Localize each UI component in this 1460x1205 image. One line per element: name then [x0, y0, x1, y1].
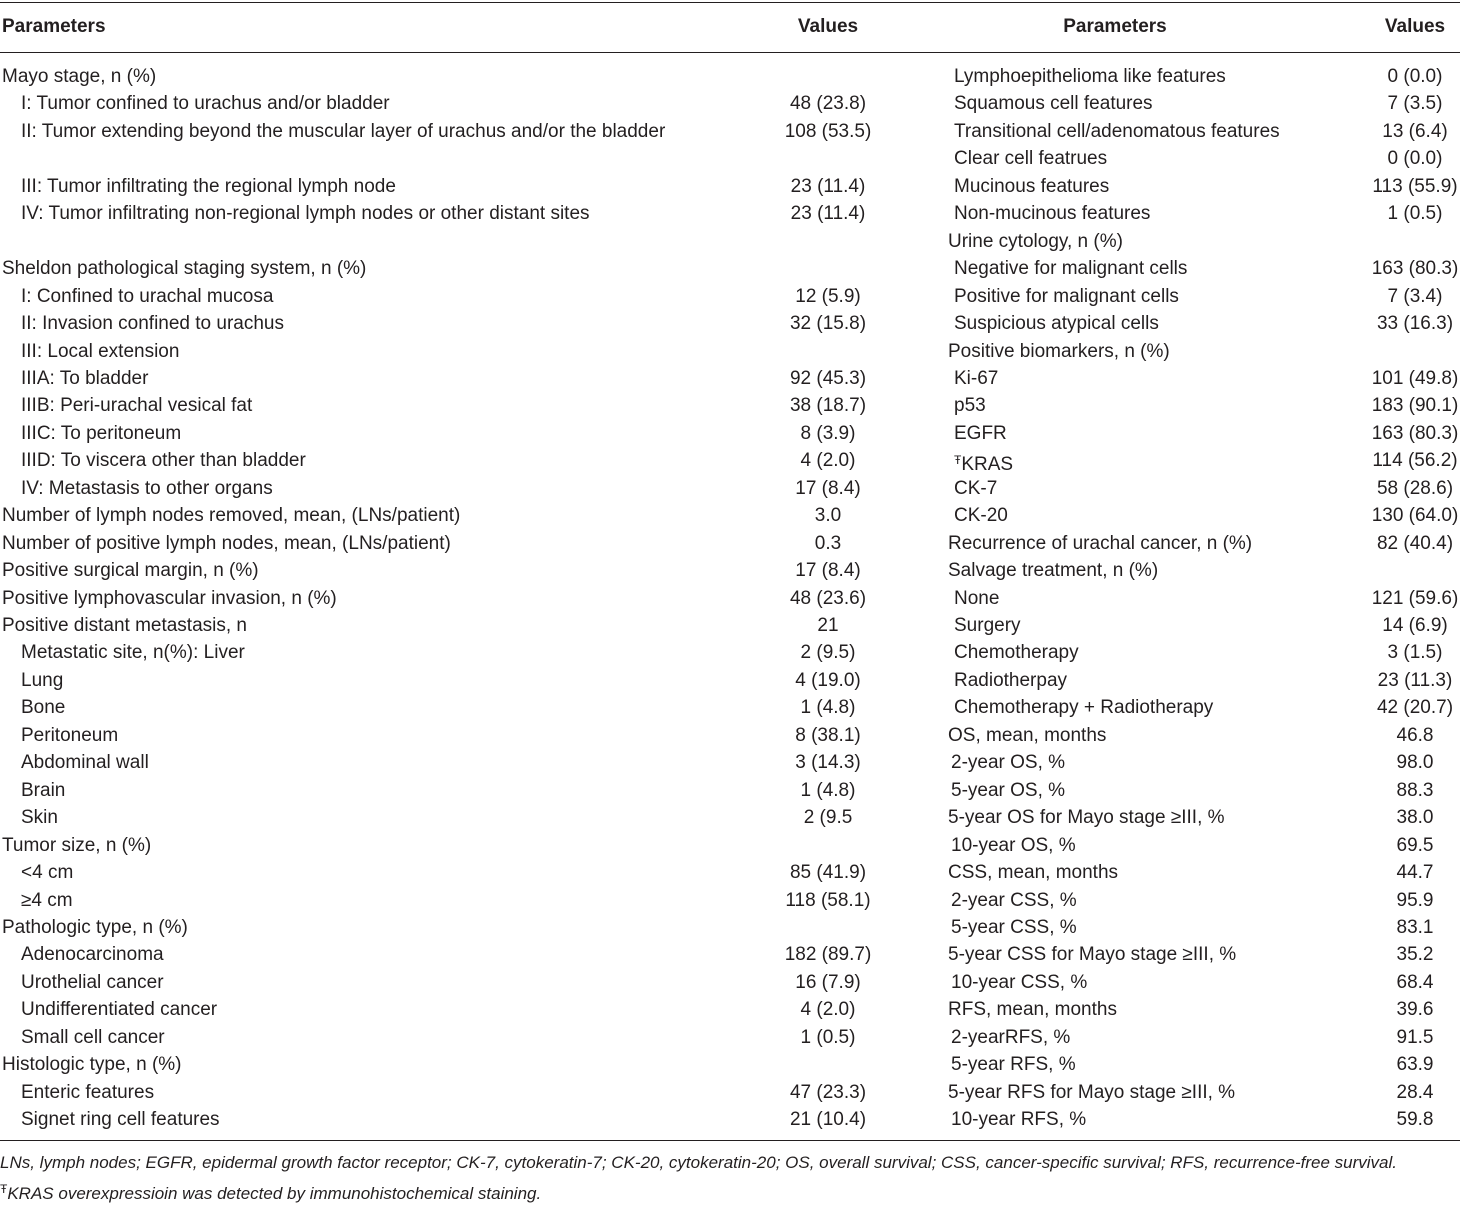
right-parameter-cell [948, 969, 1087, 996]
right-parameter-text: OS, mean, months [948, 724, 1107, 746]
left-parameter-cell: Lung [21, 669, 64, 691]
right-parameter-cell [948, 832, 1076, 859]
left-parameter-cell: Sheldon pathological staging system, n (%) [2, 258, 367, 280]
table-row [0, 777, 1460, 804]
left-parameter-cell: Adenocarcinoma [21, 944, 164, 966]
table-row [0, 145, 1460, 172]
right-value-cell: 163 (80.3) [1371, 258, 1459, 280]
table-row [0, 1106, 1460, 1133]
left-parameter-cell: IIIA: To bladder [21, 367, 149, 389]
right-value-cell: 63.9 [1396, 1054, 1434, 1076]
right-parameter-cell [948, 996, 1117, 1023]
left-value-cell: 2 (9.5) [800, 642, 856, 664]
right-parameter-cell [948, 722, 1106, 749]
table-row [0, 914, 1460, 941]
left-value-cell: 48 (23.6) [789, 587, 867, 609]
right-parameter-text: None [954, 587, 1000, 609]
left-value-cell: 23 (11.4) [790, 175, 866, 197]
left-value-cell: 12 (5.9) [795, 285, 861, 307]
table-row [0, 612, 1460, 639]
left-parameter-cell: Signet ring cell features [21, 1109, 220, 1131]
right-value-cell: 88.3 [1396, 779, 1434, 801]
right-value-cell: 83.1 [1396, 916, 1434, 938]
left-value-cell: 182 (89.7) [784, 944, 872, 966]
right-value-cell: 95.9 [1396, 889, 1434, 911]
table-row [0, 447, 1460, 474]
table-row [0, 969, 1460, 996]
header-left-parameters: Parameters [2, 16, 106, 37]
table-row [0, 475, 1460, 502]
right-value-cell: 1 (0.5) [1387, 203, 1443, 225]
table-row [0, 118, 1460, 145]
left-parameter-cell: Metastatic site, n(%): Liver [21, 642, 245, 664]
left-parameter-cell: I: Tumor confined to urachus and/or bladder [21, 93, 390, 115]
right-parameter-cell [948, 777, 1065, 804]
right-parameter-text: p53 [954, 395, 986, 417]
right-value-cell: 114 (56.2) [1372, 450, 1458, 472]
right-parameter-cell [948, 365, 998, 392]
left-value-cell: 17 (8.4) [795, 477, 861, 499]
table-row [0, 502, 1460, 529]
left-value-cell: 17 (8.4) [795, 560, 861, 582]
left-value-cell: 108 (53.5) [784, 120, 872, 142]
right-value-cell: 42 (20.7) [1376, 697, 1454, 719]
left-parameter-cell: Undifferentiated cancer [21, 999, 218, 1021]
right-parameter-text: Negative for malignant cells [954, 258, 1188, 280]
right-parameter-cell [948, 887, 1077, 914]
left-value-cell: 21 (10.4) [789, 1109, 867, 1131]
top-rule [0, 2, 1460, 3]
footnote-abbreviations: LNs, lymph nodes; EGFR, epidermal growth factor receptor; CK-7, cytokeratin-7; CK-20, cytokeratin-20; OS, overall survival; CSS, cancer-specific survival; RFS, recurrence-free survival. [0, 1153, 1398, 1172]
footnote-kras [0, 1178, 541, 1205]
right-parameter-text: 5-year RFS, % [951, 1054, 1076, 1076]
right-parameter-text: Positive biomarkers, n (%) [948, 340, 1170, 362]
right-value-cell: 23 (11.3) [1377, 669, 1453, 691]
table-row [0, 694, 1460, 721]
right-parameter-text: CK-20 [954, 505, 1008, 527]
table-row [0, 1079, 1460, 1106]
table-row [0, 283, 1460, 310]
right-parameter-cell [948, 941, 1236, 968]
table-row [0, 585, 1460, 612]
left-value-cell: 48 (23.8) [789, 93, 867, 115]
table-row [0, 255, 1460, 282]
right-parameter-cell [948, 63, 1226, 90]
right-value-cell: 3 (1.5) [1387, 642, 1443, 664]
left-value-cell: 1 (4.8) [800, 697, 856, 719]
right-parameter-cell [948, 585, 999, 612]
left-parameter-cell: IIID: To viscera other than bladder [21, 450, 306, 472]
header-rule [0, 52, 1460, 53]
right-parameter-cell [948, 283, 1179, 310]
right-value-cell: 0 (0.0) [1387, 66, 1443, 87]
right-value-cell: 121 (59.6) [1371, 587, 1459, 609]
right-value-cell: 58 (28.6) [1376, 477, 1454, 499]
right-value-cell: 0 (0.0) [1387, 148, 1443, 170]
right-value-cell: 98.0 [1396, 752, 1434, 774]
table-row [0, 392, 1460, 419]
left-parameter-cell: Brain [21, 779, 66, 801]
left-parameter-cell: IV: Metastasis to other organs [21, 477, 273, 499]
table-row [0, 941, 1460, 968]
right-parameter-cell [948, 530, 1252, 557]
table-row [0, 887, 1460, 914]
right-parameter-cell [948, 310, 1159, 337]
table-row [0, 338, 1460, 365]
right-value-cell: 44.7 [1396, 862, 1434, 884]
left-parameter-cell: Small cell cancer [21, 1026, 165, 1048]
right-value-cell: 7 (3.5) [1387, 93, 1443, 115]
left-parameter-cell: Skin [21, 807, 58, 829]
left-parameter-cell: II: Tumor extending beyond the muscular layer of urachus and/or the bladder [21, 120, 666, 142]
left-value-cell: 92 (45.3) [789, 367, 867, 389]
table-row [0, 200, 1460, 227]
right-parameter-cell [948, 612, 1021, 639]
table-row [0, 804, 1460, 831]
right-parameter-cell [948, 667, 1067, 694]
left-value-cell: 0.3 [814, 532, 842, 554]
right-parameter-text: Mucinous features [954, 175, 1110, 197]
right-parameter-cell [948, 145, 1107, 172]
left-parameter-cell: <4 cm [21, 862, 74, 884]
right-parameter-cell [948, 639, 1079, 666]
left-parameter-cell: ≥4 cm [21, 889, 73, 911]
right-parameter-text: Ki-67 [954, 367, 999, 389]
table-row [0, 90, 1460, 117]
right-parameter-text: Urine cytology, n (%) [948, 230, 1123, 252]
left-value-cell: 1 (0.5) [800, 1026, 856, 1048]
right-value-cell: 130 (64.0) [1371, 505, 1459, 527]
right-parameter-cell [948, 1051, 1076, 1078]
left-value-cell: 2 (9.5 [803, 807, 853, 829]
right-value-cell: 38.0 [1396, 807, 1434, 829]
left-parameter-cell: Urothelial cancer [21, 971, 164, 993]
left-parameter-cell: II: Invasion confined to urachus [21, 313, 284, 335]
left-value-cell: 21 [817, 615, 839, 636]
table-row [0, 996, 1460, 1023]
left-value-cell: 4 (2.0) [800, 999, 856, 1021]
left-parameter-cell: Positive surgical margin, n (%) [2, 560, 259, 582]
right-parameter-text: Lymphoepithelioma like features [954, 66, 1226, 87]
right-parameter-text: Chemotherapy [954, 642, 1079, 664]
table-row [0, 639, 1460, 666]
left-parameter-cell: Enteric features [21, 1081, 155, 1103]
table-row [0, 228, 1460, 255]
right-parameter-cell [948, 255, 1187, 282]
footnote-marker: Ŧ [954, 453, 962, 468]
right-value-cell: 163 (80.3) [1371, 422, 1459, 444]
table-row [0, 63, 1460, 90]
right-value-cell: 69.5 [1396, 834, 1434, 856]
left-parameter-cell: Mayo stage, n (%) [2, 66, 157, 87]
right-parameter-cell [948, 859, 1118, 886]
left-value-cell: 38 (18.7) [789, 395, 867, 417]
right-value-cell: 13 (6.4) [1382, 120, 1448, 142]
right-parameter-cell [948, 475, 997, 502]
right-parameter-cell [948, 914, 1077, 941]
table-row [0, 1024, 1460, 1051]
right-value-cell: 39.6 [1396, 999, 1434, 1021]
left-value-cell: 16 (7.9) [795, 971, 861, 993]
right-parameter-text: CSS, mean, months [948, 862, 1119, 884]
right-parameter-text: KRAS [961, 454, 1014, 476]
right-parameter-cell [948, 502, 1008, 529]
table-row [0, 310, 1460, 337]
right-parameter-text: Surgery [954, 615, 1021, 636]
left-parameter-cell: IV: Tumor infiltrating non-regional lymph nodes or other distant sites [21, 203, 590, 225]
table-row [0, 420, 1460, 447]
right-value-cell: 14 (6.9) [1382, 615, 1448, 636]
right-parameter-text: Squamous cell features [954, 93, 1153, 115]
right-parameter-cell [948, 200, 1150, 227]
left-value-cell: 4 (2.0) [800, 450, 856, 472]
right-parameter-text: Salvage treatment, n (%) [948, 560, 1159, 582]
left-parameter-cell: Positive lymphovascular invasion, n (%) [2, 587, 337, 609]
footnote-kras-text: KRAS overexpressioin was detected by immunohistochemical staining. [7, 1184, 542, 1203]
right-parameter-cell [948, 804, 1225, 831]
table-row [0, 722, 1460, 749]
right-value-cell: 113 (55.9) [1372, 175, 1458, 197]
right-parameter-text: 5-year CSS for Mayo stage ≥III, % [948, 944, 1237, 966]
right-parameter-text: 10-year CSS, % [951, 971, 1088, 993]
right-parameter-text: Chemotherapy + Radiotherapy [954, 697, 1214, 719]
right-parameter-text: 2-year CSS, % [951, 889, 1077, 911]
right-value-cell: 35.2 [1396, 944, 1434, 966]
left-parameter-cell: Peritoneum [21, 724, 119, 746]
left-parameter-cell: Abdominal wall [21, 752, 149, 774]
right-parameter-cell [948, 557, 1158, 584]
left-parameter-cell: Positive distant metastasis, n [2, 615, 247, 636]
left-parameter-cell: Number of lymph nodes removed, mean, (LNs/patient) [2, 505, 461, 527]
right-parameter-text: Recurrence of urachal cancer, n (%) [948, 532, 1253, 554]
left-value-cell: 118 (58.1) [785, 889, 871, 911]
left-value-cell: 4 (19.0) [795, 669, 861, 691]
right-value-cell: 33 (16.3) [1376, 313, 1454, 335]
table-row [0, 749, 1460, 776]
footnote-kras-symbol: Ŧ [0, 1182, 8, 1196]
right-parameter-text: Clear cell featrues [954, 148, 1108, 170]
right-parameter-text: 5-year OS, % [951, 779, 1066, 801]
table-row [0, 859, 1460, 886]
right-parameter-cell [948, 338, 1170, 365]
right-parameter-text: 10-year OS, % [951, 834, 1076, 856]
right-parameter-cell [948, 173, 1109, 200]
table-row [0, 530, 1460, 557]
table-row [0, 1051, 1460, 1078]
header-left-values: Values [797, 16, 859, 37]
right-parameter-text: Suspicious atypical cells [954, 313, 1159, 335]
left-parameter-cell: I: Confined to urachal mucosa [21, 285, 274, 307]
right-parameter-cell [948, 749, 1065, 776]
right-parameter-cell [948, 1079, 1235, 1106]
right-value-cell: 7 (3.4) [1387, 285, 1443, 307]
right-parameter-text: 2-yearRFS, % [951, 1026, 1071, 1048]
right-parameter-text: 10-year RFS, % [951, 1109, 1087, 1131]
right-value-cell: 28.4 [1396, 1081, 1434, 1103]
right-value-cell: 82 (40.4) [1376, 532, 1454, 554]
left-value-cell: 23 (11.4) [790, 203, 866, 225]
table-row [0, 832, 1460, 859]
right-parameter-text: Non-mucinous features [954, 203, 1151, 225]
right-parameter-cell [948, 1106, 1086, 1133]
header-right-values: Values [1384, 16, 1446, 37]
right-value-cell: 46.8 [1396, 724, 1434, 746]
left-value-cell: 8 (38.1) [795, 724, 861, 746]
right-parameter-cell [948, 420, 1007, 447]
left-parameter-cell: Histologic type, n (%) [2, 1054, 182, 1076]
left-value-cell: 3 (14.3) [795, 752, 861, 774]
left-parameter-cell: Pathologic type, n (%) [2, 916, 188, 938]
right-parameter-text: 2-year OS, % [951, 752, 1066, 774]
table-row [0, 365, 1460, 392]
bottom-rule [0, 1140, 1460, 1141]
right-parameter-cell [948, 1024, 1070, 1051]
right-value-cell: 183 (90.1) [1371, 395, 1459, 417]
right-value-cell: 59.8 [1396, 1109, 1434, 1131]
table-row [0, 557, 1460, 584]
right-value-cell: 91.5 [1396, 1026, 1434, 1048]
left-parameter-cell: IIIC: To peritoneum [21, 422, 182, 444]
right-parameter-text: EGFR [954, 422, 1007, 444]
right-parameter-text: 5-year CSS, % [951, 916, 1077, 938]
table-row [0, 173, 1460, 200]
left-parameter-cell: Number of positive lymph nodes, mean, (LNs/patient) [2, 532, 451, 554]
right-parameter-text: Transitional cell/adenomatous features [954, 120, 1280, 142]
right-parameter-cell [948, 90, 1153, 117]
left-value-cell: 47 (23.3) [789, 1081, 867, 1103]
header-right-parameters: Parameters [1063, 16, 1167, 37]
right-parameter-text: CK-7 [954, 477, 998, 499]
left-parameter-cell: IIIB: Peri-urachal vesical fat [21, 395, 253, 417]
right-value-cell: 101 (49.8) [1371, 367, 1459, 389]
left-parameter-cell: Bone [21, 697, 66, 719]
right-value-cell: 68.4 [1396, 971, 1434, 993]
left-parameter-cell: III: Local extension [21, 340, 180, 362]
table-row [0, 667, 1460, 694]
right-parameter-text: Positive for malignant cells [954, 285, 1179, 307]
left-parameter-cell: III: Tumor infiltrating the regional lymph node [21, 175, 396, 197]
right-parameter-text: Radiotherpay [954, 669, 1068, 691]
left-value-cell: 8 (3.9) [800, 422, 856, 444]
right-parameter-cell [948, 228, 1123, 255]
left-value-cell: 3.0 [814, 505, 842, 527]
right-parameter-text: 5-year OS for Mayo stage ≥III, % [948, 807, 1225, 829]
left-parameter-cell: Tumor size, n (%) [2, 834, 152, 856]
right-parameter-cell [948, 118, 1280, 145]
right-parameter-cell [948, 694, 1213, 721]
right-parameter-text: RFS, mean, months [948, 999, 1117, 1021]
left-value-cell: 32 (15.8) [789, 313, 867, 335]
right-parameter-cell [948, 392, 986, 419]
right-parameter-text: 5-year RFS for Mayo stage ≥III, % [948, 1081, 1236, 1103]
left-value-cell: 85 (41.9) [789, 862, 867, 884]
left-value-cell: 1 (4.8) [800, 779, 856, 801]
